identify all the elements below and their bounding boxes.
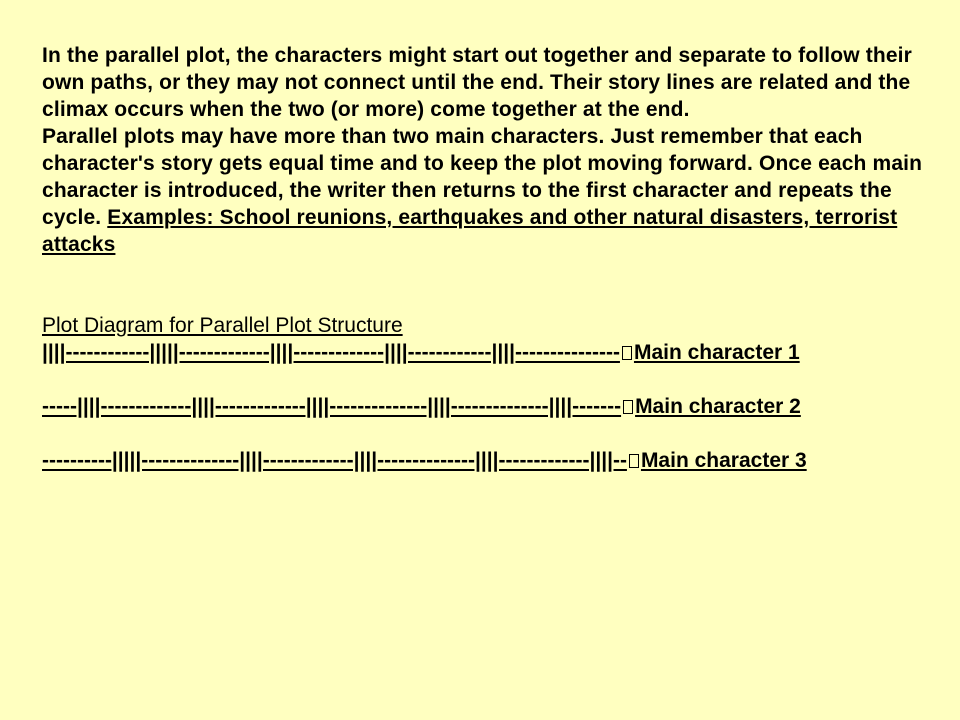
track-label: Main character 1 bbox=[633, 341, 800, 364]
slide-content bbox=[42, 42, 942, 474]
track-label: Main character 2 bbox=[635, 395, 801, 418]
track-line: ||||------------|||||-------------||||-------------||||------------||||--------------- bbox=[42, 341, 620, 364]
box-glyph-icon bbox=[622, 346, 632, 360]
intro-paragraph-1: In the parallel plot, the characters might start out together and separate to follow their own paths, or they may not connect until the end. Their story lines are related and the climax occurs when the two (or more) come together at the end. bbox=[42, 44, 912, 121]
box-glyph-icon bbox=[629, 454, 639, 468]
diagram-title: Plot Diagram for Parallel Plot Structure bbox=[42, 314, 403, 337]
track-line: -----||||-------------||||-------------||||--------------||||--------------||||------- bbox=[42, 395, 622, 418]
track-main-character-2 bbox=[42, 393, 942, 420]
intro-paragraph-2: Parallel plots may have more than two main characters. Just remember that each character's story gets equal time and to keep the plot moving forward. Once each main character is introduced, the writer then returns to the first character and repeats the cycle. bbox=[42, 125, 923, 229]
track-label: Main character 3 bbox=[640, 449, 807, 472]
box-glyph-icon bbox=[623, 400, 633, 414]
track-gap bbox=[42, 366, 942, 393]
track-main-character-1 bbox=[42, 339, 942, 366]
examples-text: Examples: School reunions, earthquakes and other natural disasters, terrorist attacks bbox=[42, 206, 898, 256]
track-line: ----------|||||--------------||||-------------||||--------------||||-------------||||-- bbox=[42, 449, 627, 472]
spacer bbox=[42, 258, 942, 312]
track-gap bbox=[42, 420, 942, 447]
intro-text bbox=[42, 42, 942, 258]
track-main-character-3 bbox=[42, 447, 942, 474]
